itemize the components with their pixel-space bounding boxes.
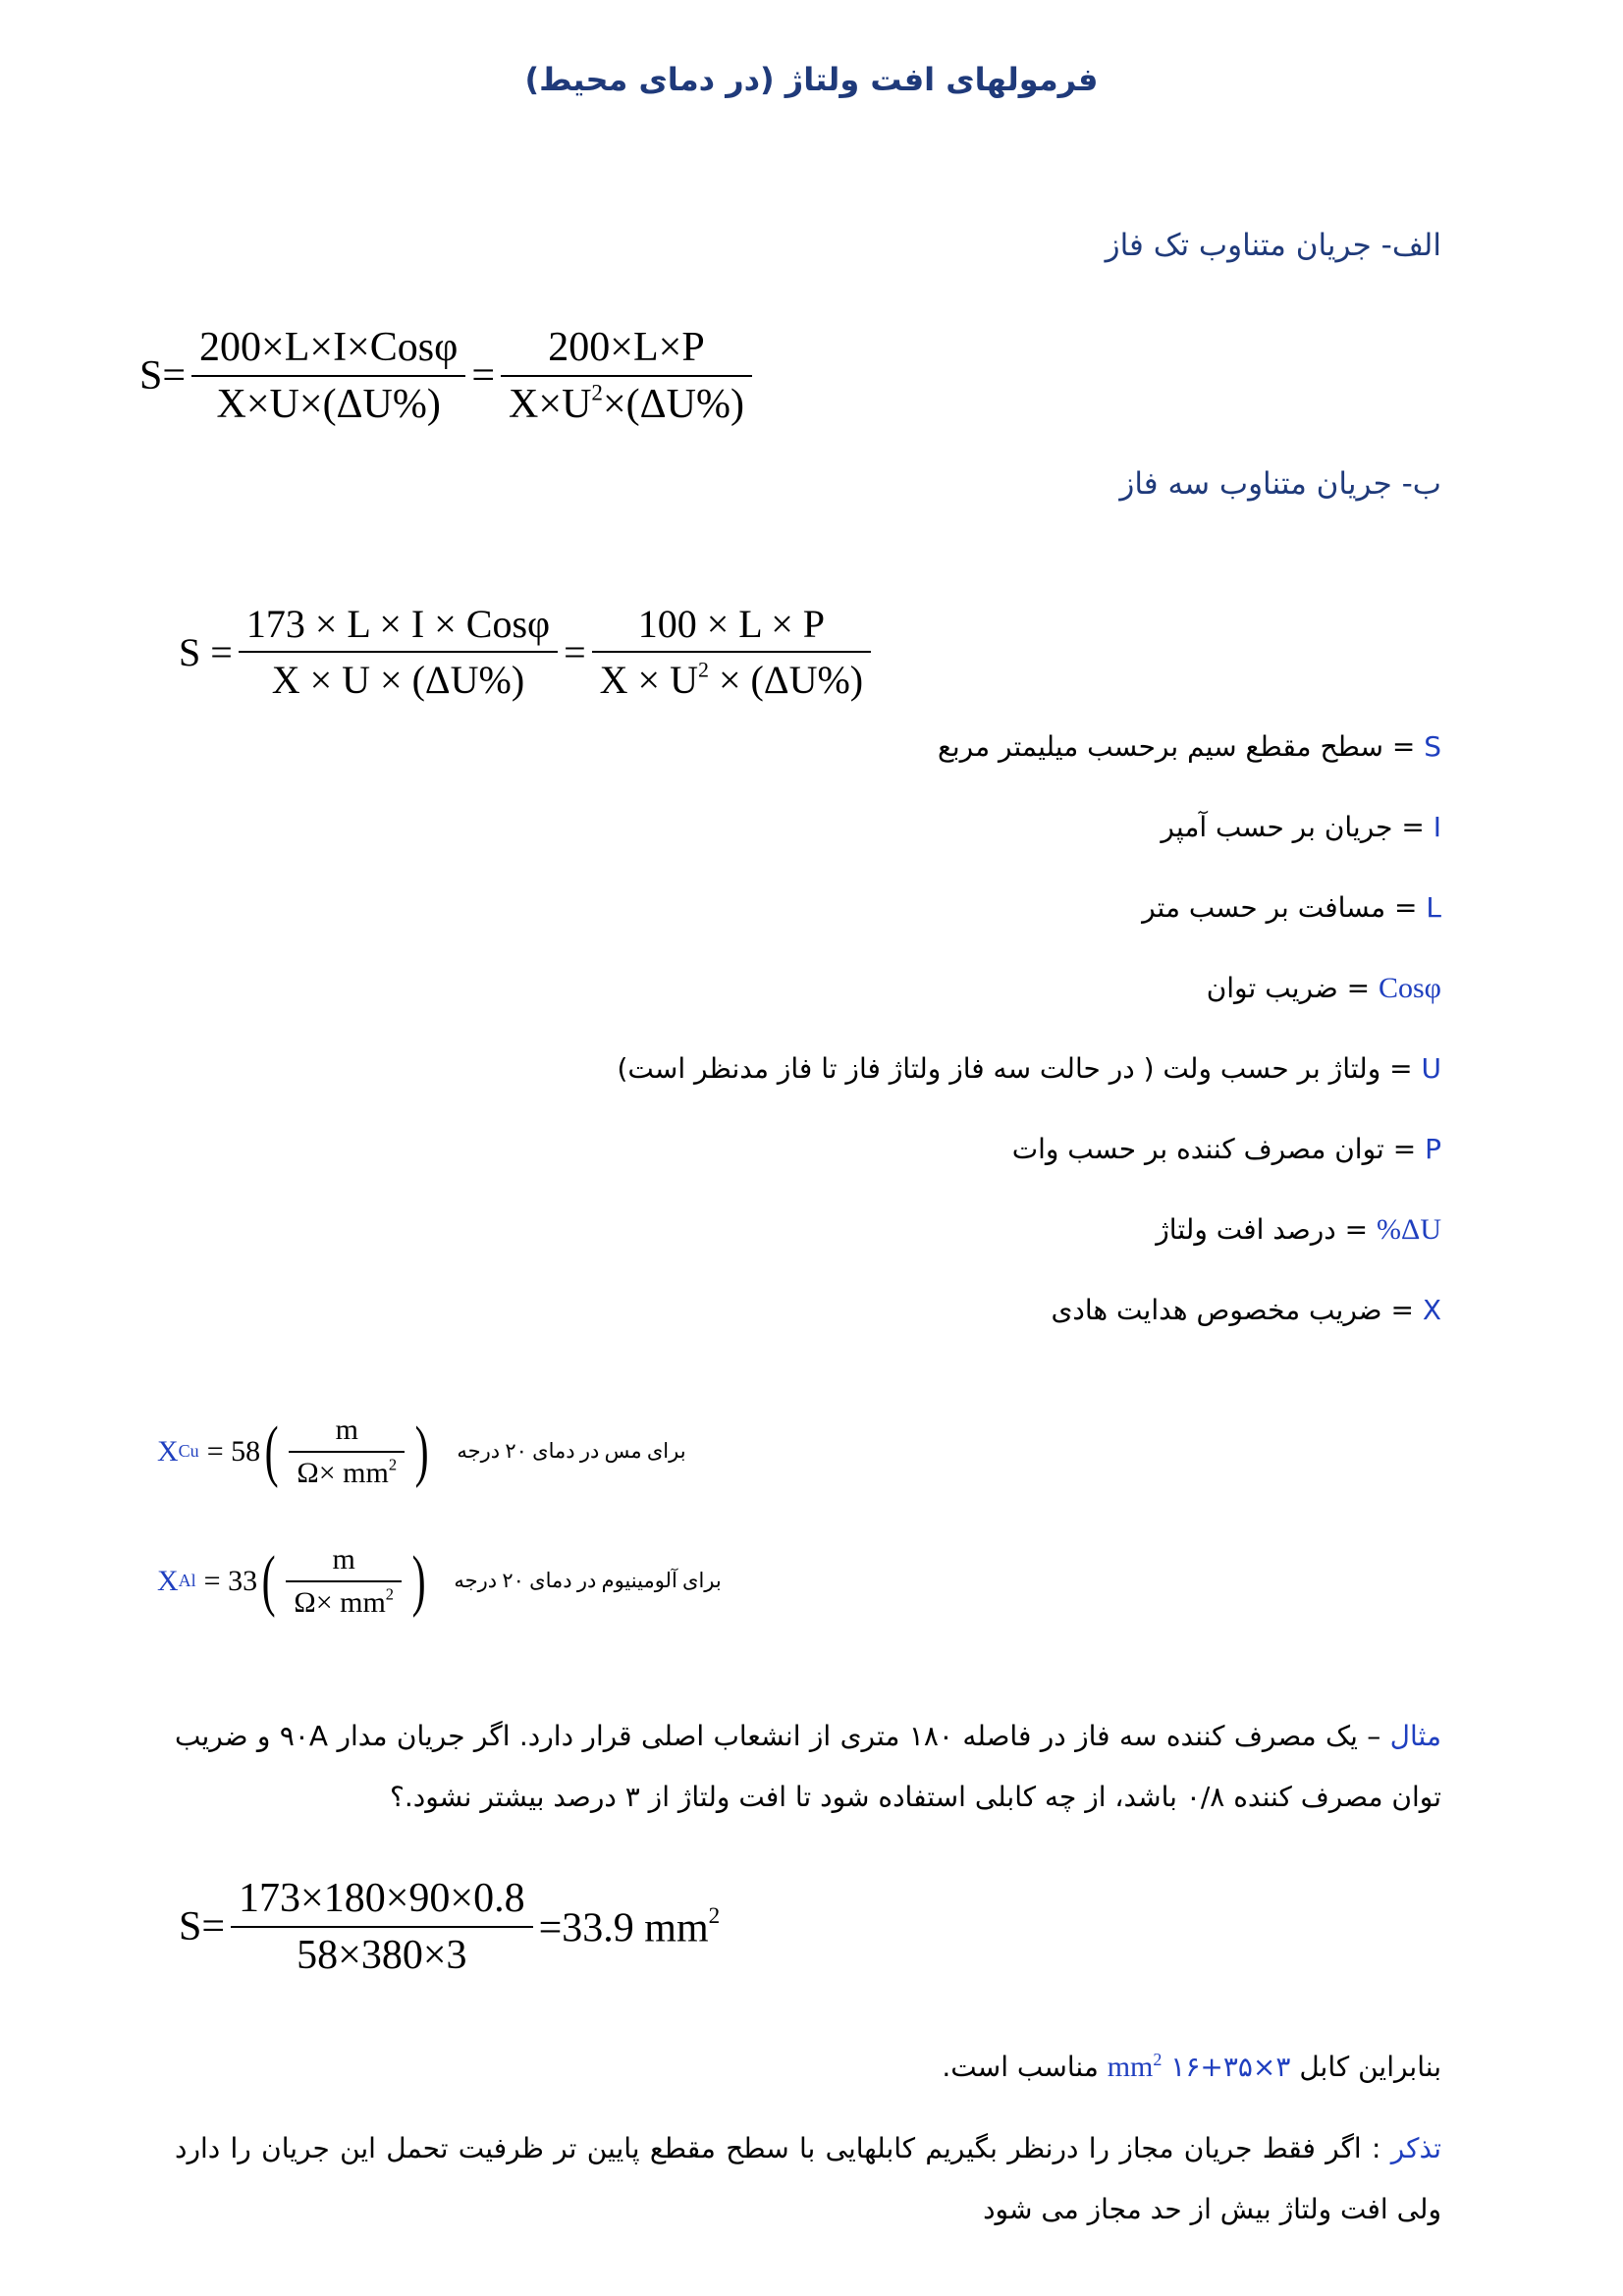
note-text: : اگر فقط جریان مجاز را درنظر بگیریم کابلهایی با سطح مقطع پایین تر ظرفیت تحمل این جریان را دارد ولی افت ولتاژ بیش از حد مجاز می شود (175, 2132, 1441, 2225)
fraction (592, 601, 871, 703)
denominator: 58×380×3 (297, 1933, 467, 1978)
fraction (231, 1875, 533, 1979)
page-title: فرمولهای افت ولتاژ (در دمای محیط) (524, 61, 1099, 98)
conclusion: بنابراین کابل ۳×۳۵+۱۶ $mm^2$ مناسب است. (942, 2050, 1441, 2083)
example-paragraph (175, 1706, 1441, 1828)
formula-example (179, 1875, 720, 1979)
definition-cos-phi: Cosφ = ضریب توان (1206, 972, 1441, 1004)
section-a-heading: الف- جریان متناوب تک فاز (1105, 228, 1441, 263)
aluminum-note: برای آلومینیوم در دمای ۲۰ درجه (454, 1569, 722, 1593)
fraction (239, 601, 558, 703)
example-text: – یک مصرف کننده سه فاز در فاصله ۱۸۰ متری از انشعاب اصلی قرار دارد. اگر جریان مدار ۹۰A و ضریب توان مصرف کننده ۰/۸ باشد، از چه کابلی استفاده شود تا افت ولتاژ از ۳ درصد بیشتر نشود.؟ (175, 1720, 1441, 1813)
denominator: $X\times U^2\times(\Delta U\%)$ (509, 379, 744, 427)
numerator: 200×L×I×Cosφ (199, 325, 459, 370)
fraction (501, 324, 752, 428)
note-label: تذکر (1390, 2132, 1441, 2164)
conductivity-aluminum: X Al = 33 ( $\frac{m}{\Omega\times mm^2}$ ) برای آلومینیوم در دمای ۲۰ درجه (157, 1542, 722, 1619)
denominator: $X \times U^2 \times (\Delta U\%)$ (599, 657, 864, 702)
numerator: 173×180×90×0.8 (239, 1876, 525, 1921)
cable-spec: ۳×۳۵+۱۶ (1170, 2051, 1291, 2083)
cable-unit: $mm^2$ (1107, 2050, 1163, 2083)
equals-sign: = (564, 629, 586, 674)
formula-lhs: S= (139, 353, 187, 399)
formula-lhs: S = (179, 629, 233, 674)
definition-x: X = ضریب مخصوص هدایت هادی (1051, 1294, 1441, 1326)
definition-p: P = توان مصرف کننده بر حسب وات (1011, 1133, 1441, 1165)
definition-u: U = ولتاژ بر حسب ولت ( در حالت سه فاز ولتاژ فاز تا فاز مدنظر است) (617, 1052, 1441, 1085)
definition-l: L = مسافت بر حسب متر (1142, 891, 1441, 924)
fraction (191, 324, 465, 428)
numerator: 100 × L × P (637, 602, 826, 646)
conductivity-copper: X Cu = 58 ( $\frac{m}{\Omega\times mm^2}$ ) برای مس در دمای ۲۰ درجه (157, 1413, 686, 1489)
denominator: X × U × (ΔU%) (271, 658, 525, 702)
section-b-heading: ب- جریان متناوب سه فاز (1119, 466, 1441, 502)
note-paragraph (175, 2118, 1441, 2240)
example-label: مثال (1389, 1720, 1441, 1752)
formula-single-phase (139, 324, 758, 428)
definition-delta-u: ΔU% = درصد افت ولتاژ (1156, 1213, 1441, 1246)
formula-result: =33.9 $mm^2$ (538, 1901, 721, 1951)
fraction: $\frac{m}{\Omega\times mm^2}$ (286, 1543, 402, 1620)
copper-note: برای مس در دمای ۲۰ درجه (457, 1439, 686, 1464)
numerator: 173 × L × I × Cosφ (245, 602, 551, 646)
numerator: 200×L×P (548, 325, 705, 370)
equals-sign: = (471, 353, 496, 399)
definition-i: I = جریان بر حسب آمپر (1161, 811, 1441, 843)
definition-s: S = سطح مقطع سیم برحسب میلیمتر مربع (937, 730, 1441, 763)
denominator: X×U×(ΔU%) (216, 382, 441, 427)
fraction: $\frac{m}{\Omega\times mm^2}$ (289, 1414, 405, 1490)
formula-lhs: S= (179, 1904, 226, 1949)
formula-three-phase (179, 601, 877, 703)
